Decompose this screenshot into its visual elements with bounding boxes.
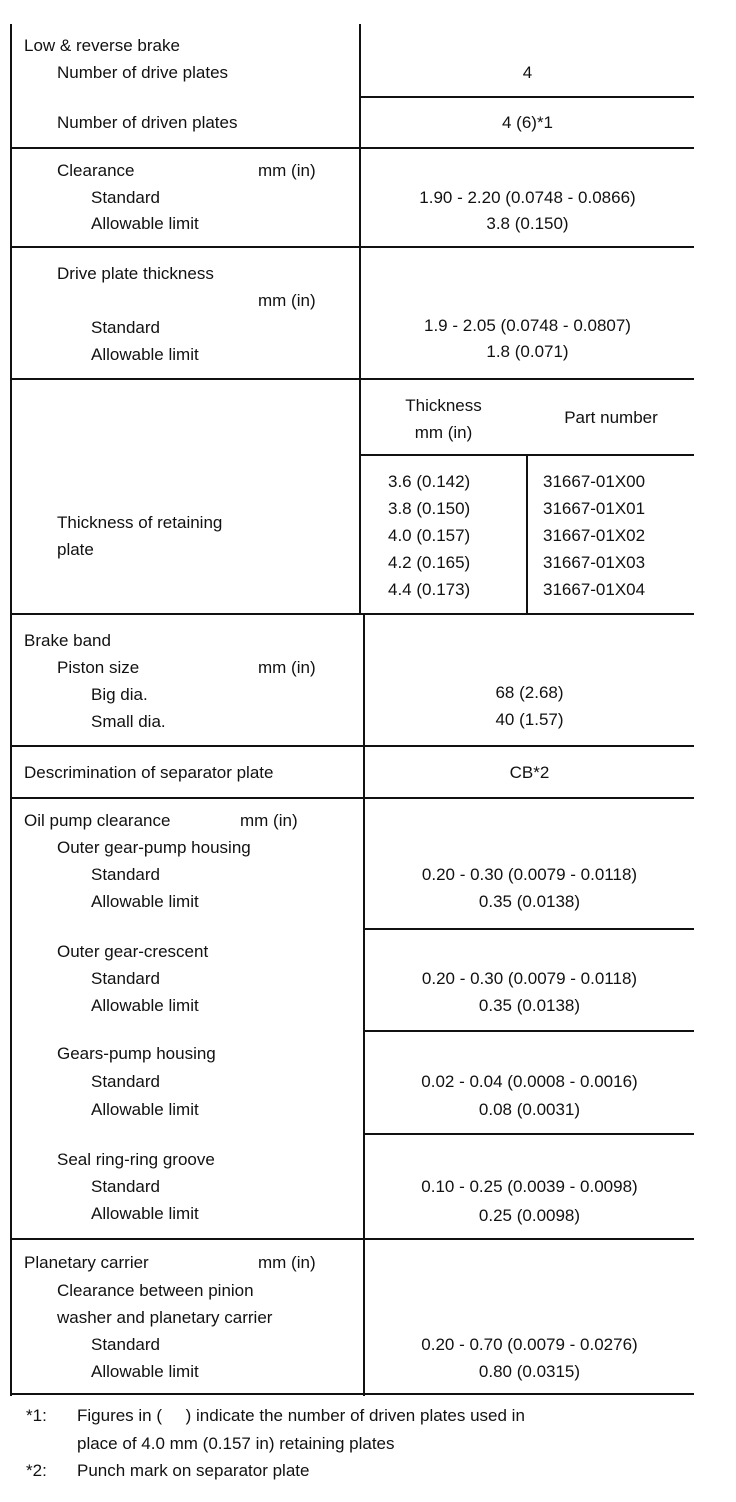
footnote-1-line-2: place of 4.0 mm (0.157 in) retaining plates [77, 1434, 395, 1453]
clearance-limit-label: Allowable limit [91, 214, 199, 233]
thickness-limit-label: Allowable limit [91, 345, 199, 364]
thickness-label: Drive plate thickness [57, 264, 214, 283]
row-divider [10, 378, 694, 380]
retaining-thickness-cell: 4.0 (0.157) [388, 526, 471, 545]
drive-plates-value: 4 [522, 63, 533, 82]
seal-standard-label: Standard [91, 1177, 160, 1196]
thickness-limit-value: 1.8 (0.071) [486, 342, 569, 361]
planetary-standard-label: Standard [91, 1335, 160, 1354]
clearance-limit-value: 3.8 (0.150) [486, 214, 569, 233]
gears-label: Gears-pump housing [57, 1044, 216, 1063]
retaining-label-2: plate [57, 540, 94, 559]
big-dia-value: 68 (2.68) [495, 683, 564, 702]
row-divider [10, 745, 694, 747]
piston-size-unit: mm (in) [258, 658, 316, 677]
footnote-2-mark: *2: [26, 1461, 47, 1480]
retaining-thickness-cell: 4.4 (0.173) [388, 580, 471, 599]
retaining-part-cell: 31667-01X00 [543, 472, 646, 491]
clearance-unit: mm (in) [258, 161, 316, 180]
planetary-limit-label: Allowable limit [91, 1362, 199, 1381]
thickness-unit: mm (in) [258, 291, 316, 310]
table-bottom-border [10, 1393, 694, 1395]
thickness-standard-label: Standard [91, 318, 160, 337]
retaining-part-cell: 31667-01X01 [543, 499, 646, 518]
planetary-unit: mm (in) [258, 1253, 316, 1272]
seal-limit-value: 0.25 (0.0098) [478, 1206, 581, 1225]
thickness-standard-value: 1.9 - 2.05 (0.0748 - 0.0807) [424, 316, 631, 335]
small-dia-value: 40 (1.57) [495, 710, 564, 729]
retaining-part-cell: 31667-01X04 [543, 580, 646, 599]
row-divider [363, 1133, 694, 1135]
retaining-thickness-cell: 3.6 (0.142) [388, 472, 471, 491]
clearance-standard-label: Standard [91, 188, 160, 207]
separator-label: Descrimination of separator plate [24, 763, 274, 782]
row-divider [10, 147, 694, 149]
row-divider [363, 1030, 694, 1032]
driven-plates-value: 4 (6)*1 [501, 113, 554, 132]
oil-pump-title: Oil pump clearance [24, 811, 171, 830]
small-dia-label: Small dia. [91, 712, 166, 731]
drive-plates-label: Number of drive plates [57, 63, 229, 82]
retaining-col-thickness-unit: mm (in) [414, 423, 473, 442]
footnote-1-line-1: Figures in ( ) indicate the number of driven plates used in [77, 1406, 525, 1425]
seal-label: Seal ring-ring groove [57, 1150, 215, 1169]
outer-crescent-standard-label: Standard [91, 969, 160, 988]
big-dia-label: Big dia. [91, 685, 148, 704]
planetary-title: Planetary carrier [24, 1253, 149, 1272]
gears-limit-label: Allowable limit [91, 1100, 199, 1119]
retaining-part-cell: 31667-01X02 [543, 526, 646, 545]
retaining-col-part-header: Part number [564, 408, 658, 427]
outer-crescent-limit-value: 0.35 (0.0138) [478, 996, 581, 1015]
row-divider [10, 246, 694, 248]
planetary-desc-1: Clearance between pinion [57, 1281, 254, 1300]
gears-limit-value: 0.08 (0.0031) [478, 1100, 581, 1119]
outer-pump-standard-label: Standard [91, 865, 160, 884]
footnote-1-mark: *1: [26, 1406, 47, 1425]
retaining-thickness-cell: 4.2 (0.165) [388, 553, 471, 572]
seal-standard-value: 0.10 - 0.25 (0.0039 - 0.0098) [421, 1177, 638, 1196]
retaining-part-cell: 31667-01X03 [543, 553, 646, 572]
outer-pump-limit-value: 0.35 (0.0138) [478, 892, 581, 911]
retaining-label: Thickness of retaining [57, 513, 223, 532]
piston-size-label: Piston size [57, 658, 140, 677]
low-reverse-title: Low & reverse brake [24, 36, 180, 55]
planetary-desc-2: washer and planetary carrier [57, 1308, 273, 1327]
brake-band-title: Brake band [24, 631, 111, 650]
row-divider [10, 613, 694, 615]
table-left-border [10, 24, 12, 1396]
planetary-standard-value: 0.20 - 0.70 (0.0079 - 0.0276) [421, 1335, 638, 1354]
clearance-label: Clearance [57, 161, 135, 180]
separator-value: CB*2 [509, 763, 550, 782]
row-divider [363, 928, 694, 930]
retaining-header-divider [359, 454, 694, 456]
outer-pump-limit-label: Allowable limit [91, 892, 199, 911]
retaining-column-divider [526, 456, 528, 614]
retaining-col-thickness-header: Thickness [405, 396, 482, 415]
row-divider [10, 797, 694, 799]
planetary-limit-value: 0.80 (0.0315) [478, 1362, 581, 1381]
outer-crescent-label: Outer gear-crescent [57, 942, 209, 961]
outer-pump-standard-value: 0.20 - 0.30 (0.0079 - 0.0118) [421, 865, 638, 884]
outer-crescent-limit-label: Allowable limit [91, 996, 199, 1015]
oil-pump-unit: mm (in) [240, 811, 298, 830]
gears-standard-label: Standard [91, 1072, 160, 1091]
row-divider [359, 96, 694, 98]
clearance-standard-value: 1.90 - 2.20 (0.0748 - 0.0866) [419, 188, 636, 207]
gears-standard-value: 0.02 - 0.04 (0.0008 - 0.0016) [421, 1072, 638, 1091]
outer-pump-label: Outer gear-pump housing [57, 838, 251, 857]
row-divider [10, 1238, 694, 1240]
seal-limit-label: Allowable limit [91, 1204, 199, 1223]
footnote-2-text: Punch mark on separator plate [77, 1461, 310, 1480]
driven-plates-label: Number of driven plates [57, 113, 238, 132]
retaining-thickness-cell: 3.8 (0.150) [388, 499, 471, 518]
outer-crescent-standard-value: 0.20 - 0.30 (0.0079 - 0.0118) [421, 969, 638, 988]
